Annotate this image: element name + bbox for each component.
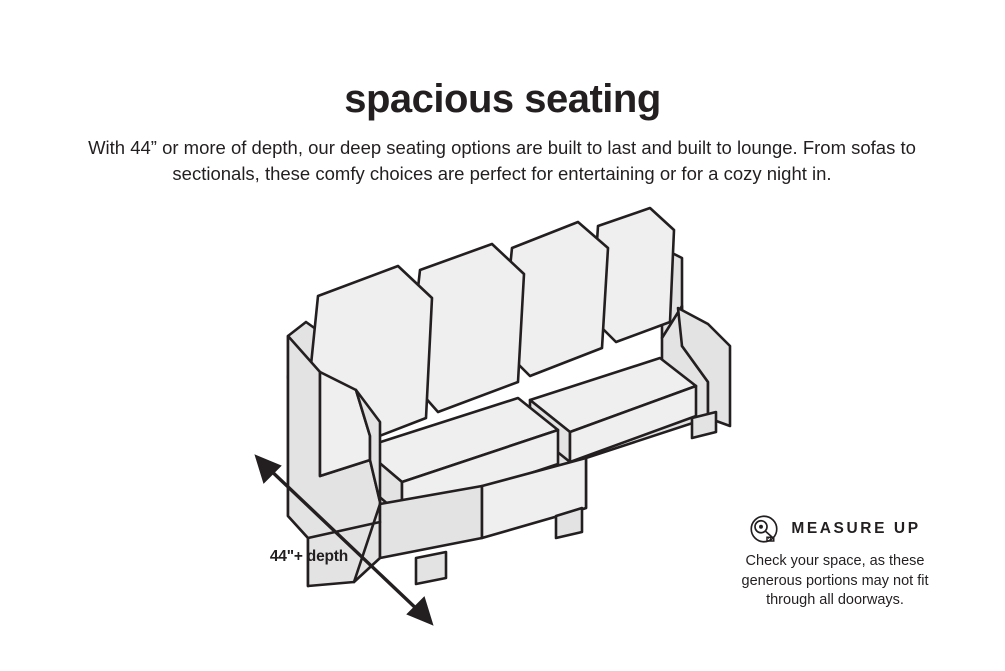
measure-up-line-2: generous portions may not fit <box>741 572 929 589</box>
description-text: With 44” or more of depth, our deep seating options are built to last and built to lounge. From sofas to sectionals, these comfy choices are perfect for entertaining or for a cozy night in. <box>88 136 916 185</box>
depth-label: 44"+ depth <box>269 548 348 565</box>
measure-up-header <box>690 512 980 546</box>
measure-up-body <box>690 552 980 611</box>
depth-dimension-arrow <box>230 440 460 640</box>
tape-measure-icon <box>749 514 779 544</box>
measure-up-title: MEASURE UP <box>791 520 921 537</box>
measure-up-callout <box>690 512 980 611</box>
measure-up-line-1: Check your space, as these <box>745 553 925 569</box>
measure-up-line-3: through all doorways. <box>766 592 904 609</box>
page-title: spacious seating <box>344 76 661 121</box>
